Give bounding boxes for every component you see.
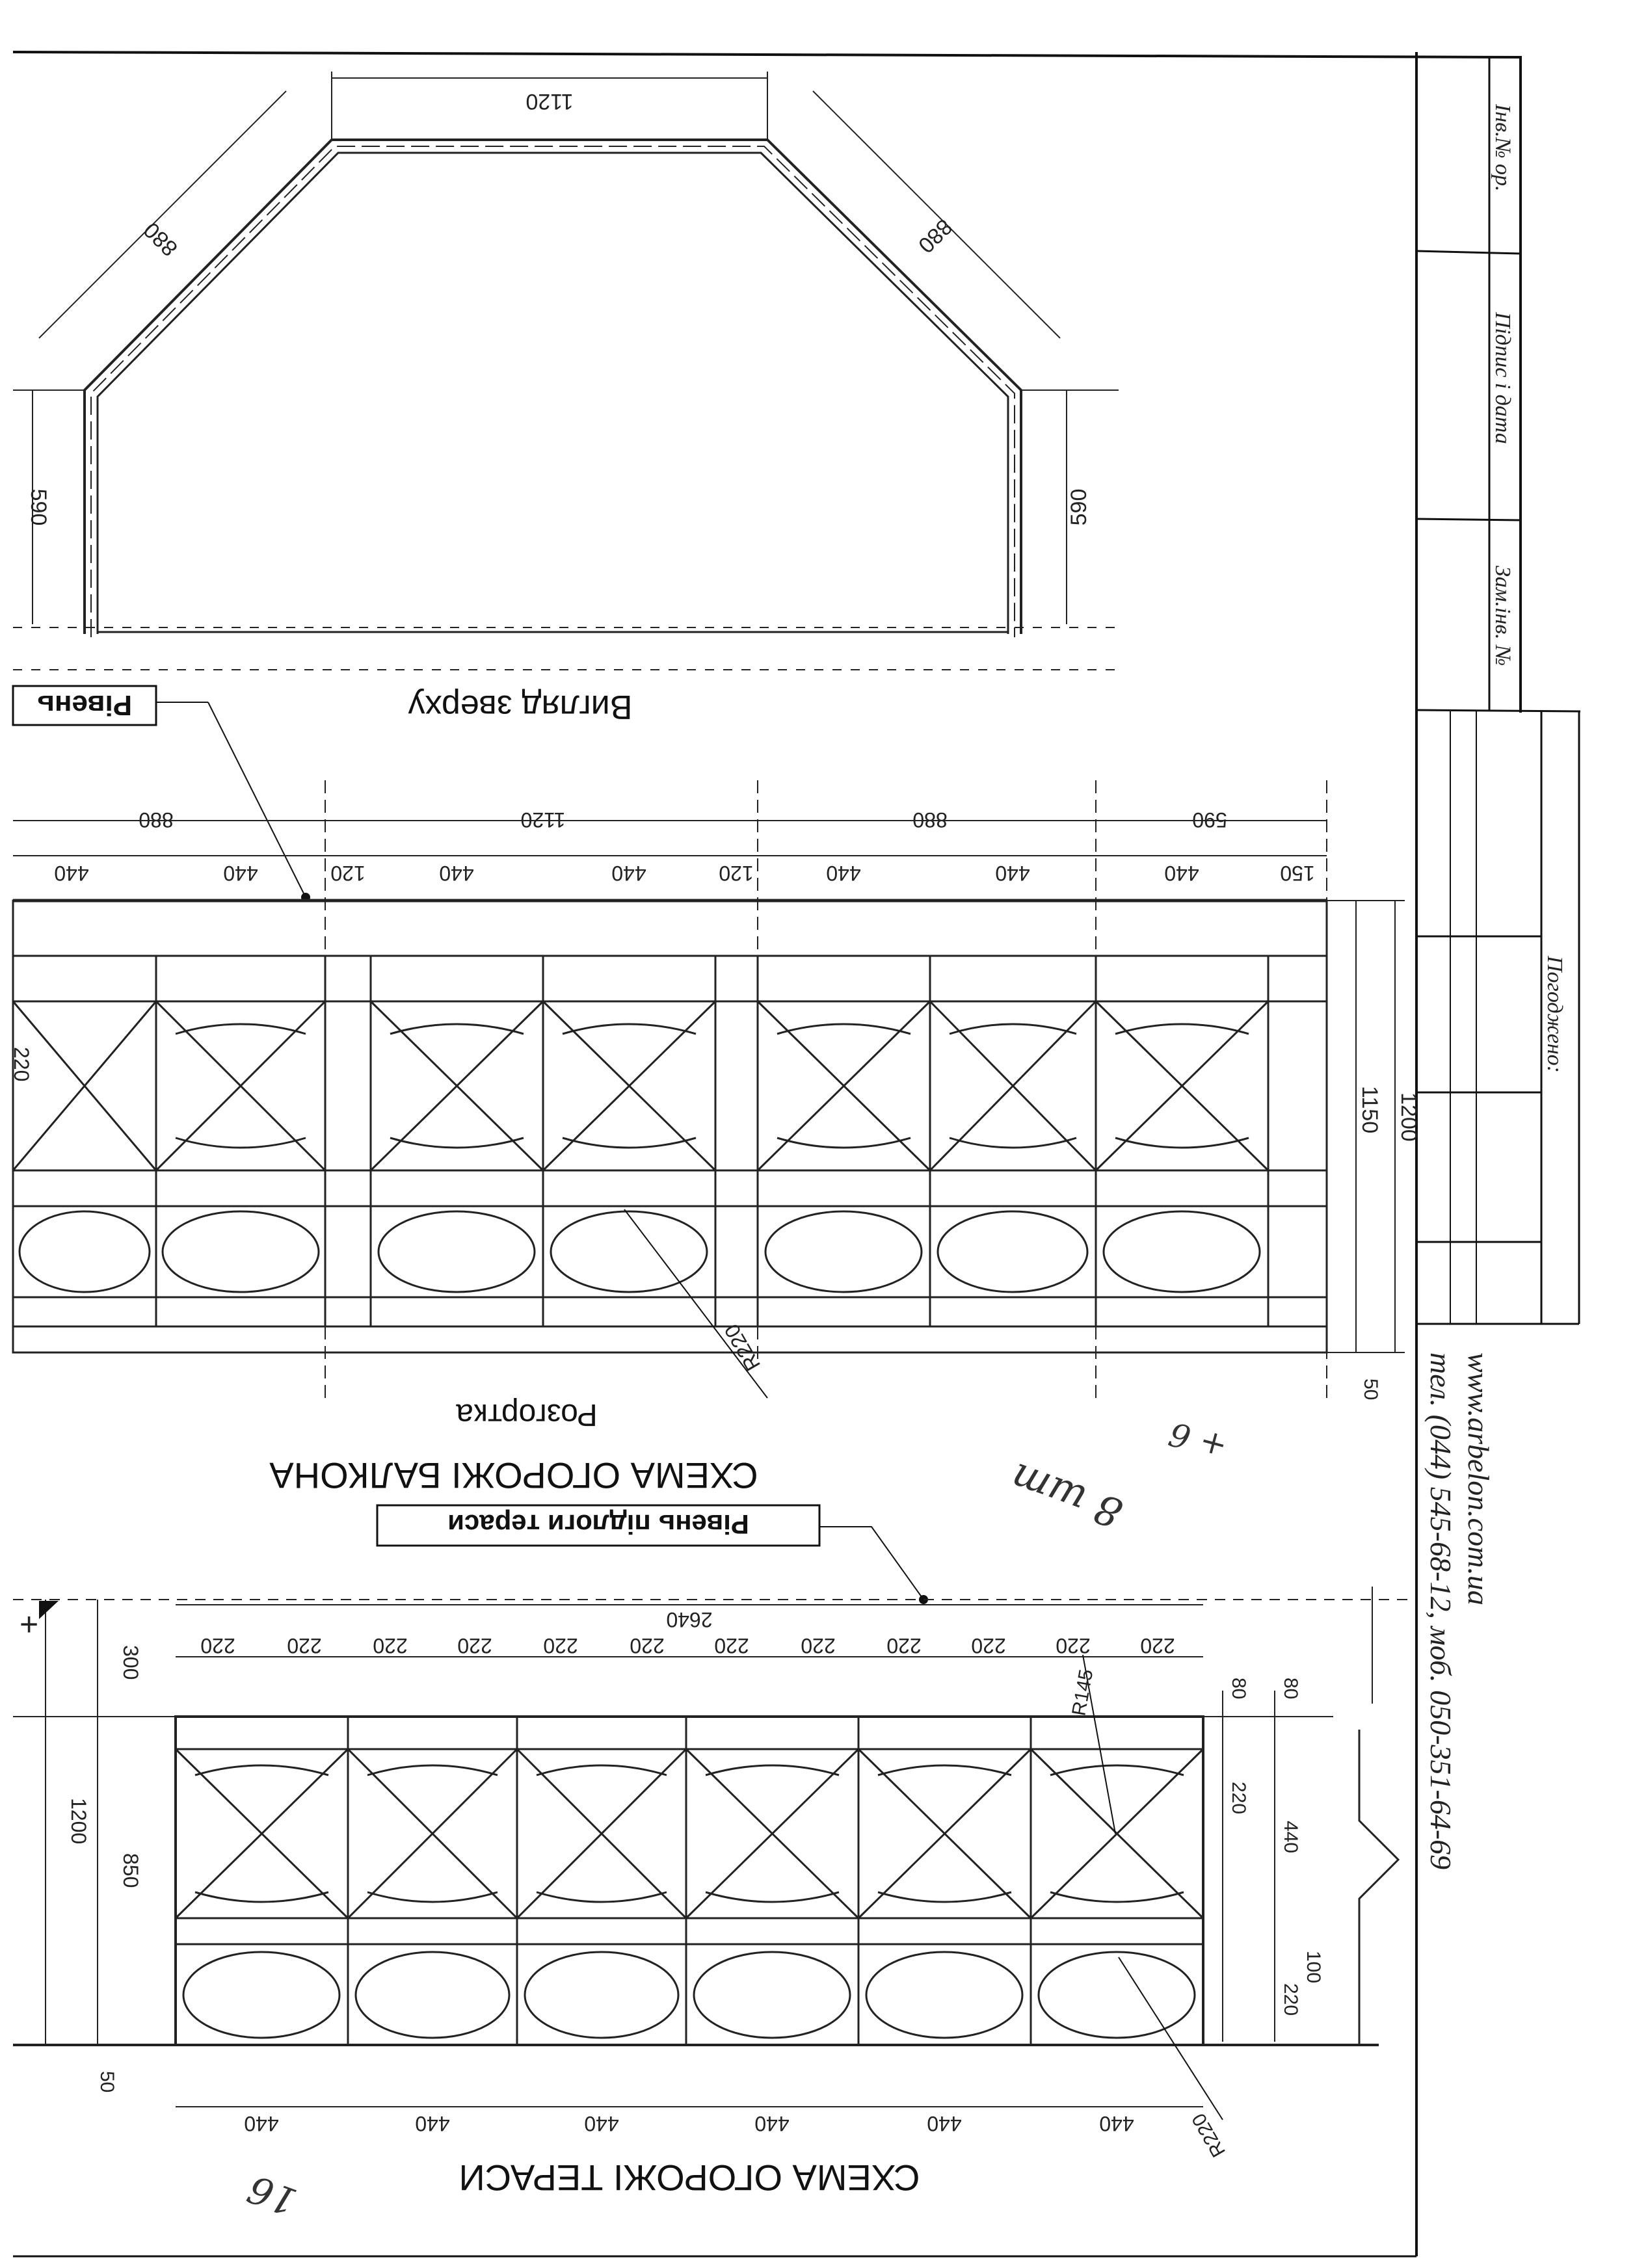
terrace-right-e: 100 <box>1303 1951 1324 1984</box>
top-dim-590-right: 590 <box>1067 488 1091 526</box>
stamp-field-1: Інв.№ ор. <box>1491 104 1515 192</box>
terrace-module-8: 220 <box>801 1634 836 1657</box>
balcony-w-1: 440 <box>54 862 89 885</box>
top-dim-1120: 1120 <box>525 89 574 114</box>
top-view-outline <box>13 72 1119 670</box>
balcony-radius: R220 <box>719 1320 765 1375</box>
terrace-module-6: 220 <box>630 1634 665 1657</box>
balcony-w-2: 440 <box>223 862 258 885</box>
terrace-panel-5: 440 <box>927 2112 962 2135</box>
terrace-module-5: 220 <box>543 1634 578 1657</box>
terrace-fence <box>13 1587 1411 2107</box>
balcony-height-rail: 1150 <box>1357 1086 1382 1134</box>
terrace-floor-leader <box>819 1527 924 1600</box>
terrace-module-7: 220 <box>714 1634 749 1657</box>
terrace-right-a: 80 <box>1228 1678 1249 1700</box>
terrace-module-2: 220 <box>287 1634 322 1657</box>
terrace-radius-small: R145 <box>1068 1667 1098 1718</box>
balcony-w-6: 120 <box>719 862 754 885</box>
terrace-panel-1: 440 <box>244 2112 279 2135</box>
balcony-bottom-gap: 50 <box>1360 1378 1381 1401</box>
terrace-right-f: 220 <box>1280 1983 1301 2016</box>
terrace-panel-6: 440 <box>1099 2112 1134 2135</box>
balcony-seg-880-left: 880 <box>139 808 174 832</box>
balcony-w-4: 440 <box>439 862 474 885</box>
hand-note-main: 8 шт <box>1004 1453 1129 1538</box>
balcony-seg-590: 590 <box>1192 808 1227 832</box>
terrace-title: СХЕМА ОГОРОЖІ ТЕРАСИ <box>459 2157 920 2198</box>
terrace-level-mark: + <box>20 1606 39 1642</box>
hand-note-add: + 6 <box>1165 1414 1232 1466</box>
terrace-floor-label: Рівень підлоги тераси <box>447 1509 749 1540</box>
terrace-panel-2: 440 <box>415 2112 450 2135</box>
stamp-field-4: Погоджено: <box>1543 956 1567 1074</box>
balcony-seg-1120: 1120 <box>520 808 566 832</box>
terrace-module-4: 220 <box>457 1634 492 1657</box>
balcony-w-10: 150 <box>1280 862 1315 885</box>
terrace-module-3: 220 <box>373 1634 408 1657</box>
title-stamp <box>1416 57 1580 1324</box>
terrace-module-11: 220 <box>1056 1634 1091 1657</box>
top-dim-590-left: 590 <box>26 488 51 526</box>
contact-website: www.arbelon.com.ua <box>1462 1352 1495 1605</box>
terrace-right-d: 440 <box>1280 1821 1301 1854</box>
stamp-field-2: Підпис і дата <box>1491 312 1515 444</box>
terrace-right-c: 220 <box>1228 1782 1249 1815</box>
terrace-module-10: 220 <box>971 1634 1006 1657</box>
balcony-w-5: 440 <box>611 862 646 885</box>
terrace-total-width: 2640 <box>666 1608 713 1631</box>
top-dim-880-right: 880 <box>913 214 957 258</box>
terrace-left-top-offset: 300 <box>119 1645 142 1680</box>
terrace-module-12: 220 <box>1140 1634 1175 1657</box>
balcony-title: СХЕМА ОГОРОЖІ БАЛКОНА <box>269 1455 758 1496</box>
terrace-panel-3: 440 <box>584 2112 619 2135</box>
terrace-radius-large: R220 <box>1188 2109 1230 2161</box>
balcony-height-total: 1200 <box>1396 1092 1421 1142</box>
terrace-panel-4: 440 <box>754 2112 790 2135</box>
hand-page-no: 16 <box>242 2166 302 2224</box>
terrace-left-height-panel: 850 <box>119 1853 142 1888</box>
balcony-w-8: 440 <box>995 862 1030 885</box>
contact-phones: тел. (044) 545-68-12, моб. 050-351-64-69 <box>1424 1352 1457 1870</box>
sheet-frame <box>13 52 1522 2256</box>
unfold-title: Розгортка <box>456 1397 598 1432</box>
top-view-title: Вигляд зверху <box>408 688 633 726</box>
terrace-modules <box>200 1634 1175 1657</box>
terrace-right-b: 80 <box>1280 1678 1301 1700</box>
terrace-left-height-total: 1200 <box>67 1798 90 1845</box>
level-label: Рівень <box>36 689 133 721</box>
terrace-r220-leader <box>1119 1957 1223 2120</box>
level-triangle <box>39 1601 59 1619</box>
balcony-side-module: 220 <box>10 1047 33 1082</box>
balcony-w-9: 440 <box>1164 862 1199 885</box>
stamp-field-3: Зам.інв. № <box>1491 566 1515 666</box>
balcony-seg-880-right: 880 <box>912 808 948 832</box>
terrace-panels <box>244 2112 1134 2135</box>
top-dim-880-left: 880 <box>139 217 183 261</box>
balcony-w-3: 120 <box>330 862 365 885</box>
balcony-w-7: 440 <box>826 862 861 885</box>
terrace-module-9: 220 <box>886 1634 922 1657</box>
terrace-left-bottom-gap: 50 <box>96 2071 118 2093</box>
terrace-module-1: 220 <box>200 1634 235 1657</box>
